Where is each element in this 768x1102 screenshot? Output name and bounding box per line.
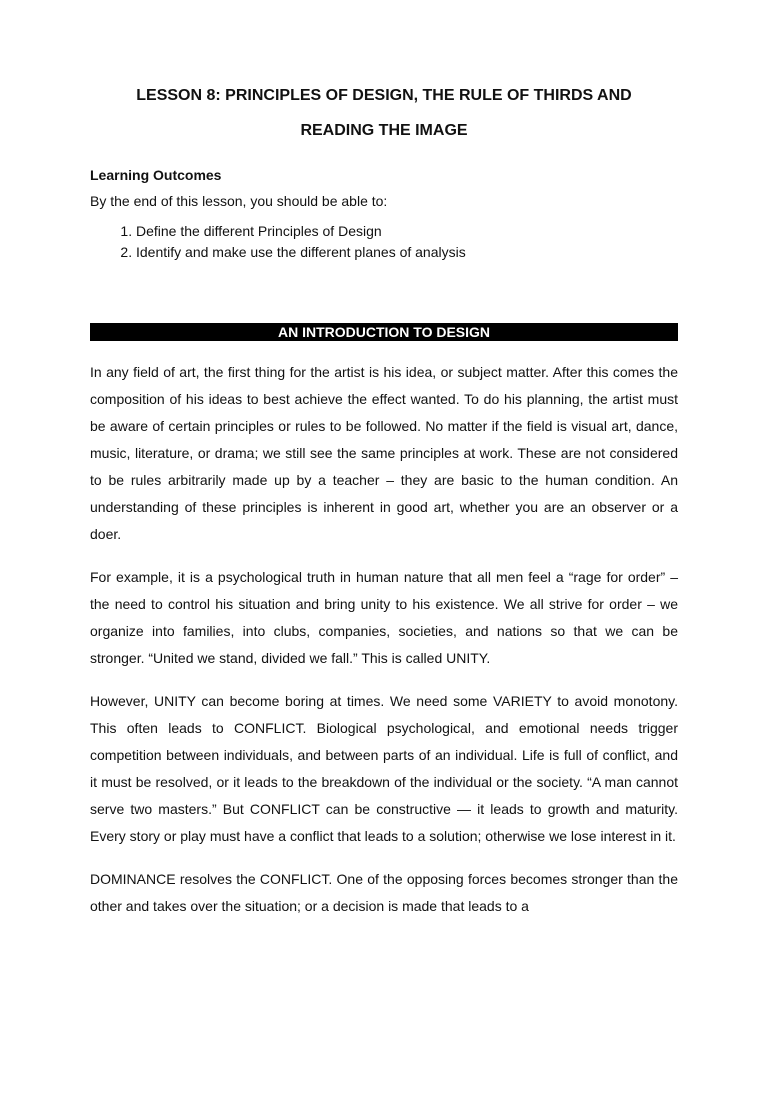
paragraph: However, UNITY can become boring at times. We need some VARIETY to avoid monotony. This often leads to CONFLICT. Biological psychological, and emotional needs trigger competition between individuals, and between parts of an individual. Life is full of conflict, and it must be resolved, or it leads to the breakdown of the individual or the society. “A man cannot serve two masters.” But CONFLICT can be constructive — it leads to growth and maturity. Every story or play must have a conflict that leads to a solution; otherwise we lose interest in it.: [90, 693, 678, 844]
section-banner: AN INTRODUCTION TO DESIGN: [90, 323, 678, 341]
document-page: [0, 78, 768, 1102]
title-line-2: READING THE IMAGE: [300, 122, 468, 139]
page-title: [90, 78, 678, 148]
paragraph: DOMINANCE resolves the CONFLICT. One of the opposing forces becomes stronger than the other and takes over the situation; or a decision is made that leads to a: [90, 871, 678, 914]
paragraph: For example, it is a psychological truth in human nature that all men feel a “rage for order” – the need to control his situation and bring unity to his existence. We all strive for order – we organize into families, into clubs, companies, societies, and nations so that we can be stronger. “United we stand, divided we fall.” This is called UNITY.: [90, 569, 678, 666]
learning-outcomes-list: [90, 221, 678, 263]
learning-outcomes-heading: Learning Outcomes: [90, 167, 222, 183]
list-item: 2. Identify and make use the different planes of analysis: [136, 242, 678, 263]
list-item: 1. Define the different Principles of Design: [136, 221, 678, 242]
learning-outcomes-intro: By the end of this lesson, you should be able to:: [90, 193, 388, 209]
paragraph: In any field of art, the first thing for the artist is his idea, or subject matter. After this comes the composition of his ideas to best achieve the effect wanted. To do his planning, the artist must be aware of certain principles or rules to be followed. No matter if the field is visual art, dance, music, literature, or drama; we still see the same principles at work. These are not considered to be rules arbitrarily made up by a teacher – they are basic to the human condition. An understanding of these principles is inherent in good art, whether you are an observer or a doer.: [90, 364, 678, 542]
title-line-1: LESSON 8: PRINCIPLES OF DESIGN, THE RULE OF THIRDS AND: [136, 87, 632, 104]
